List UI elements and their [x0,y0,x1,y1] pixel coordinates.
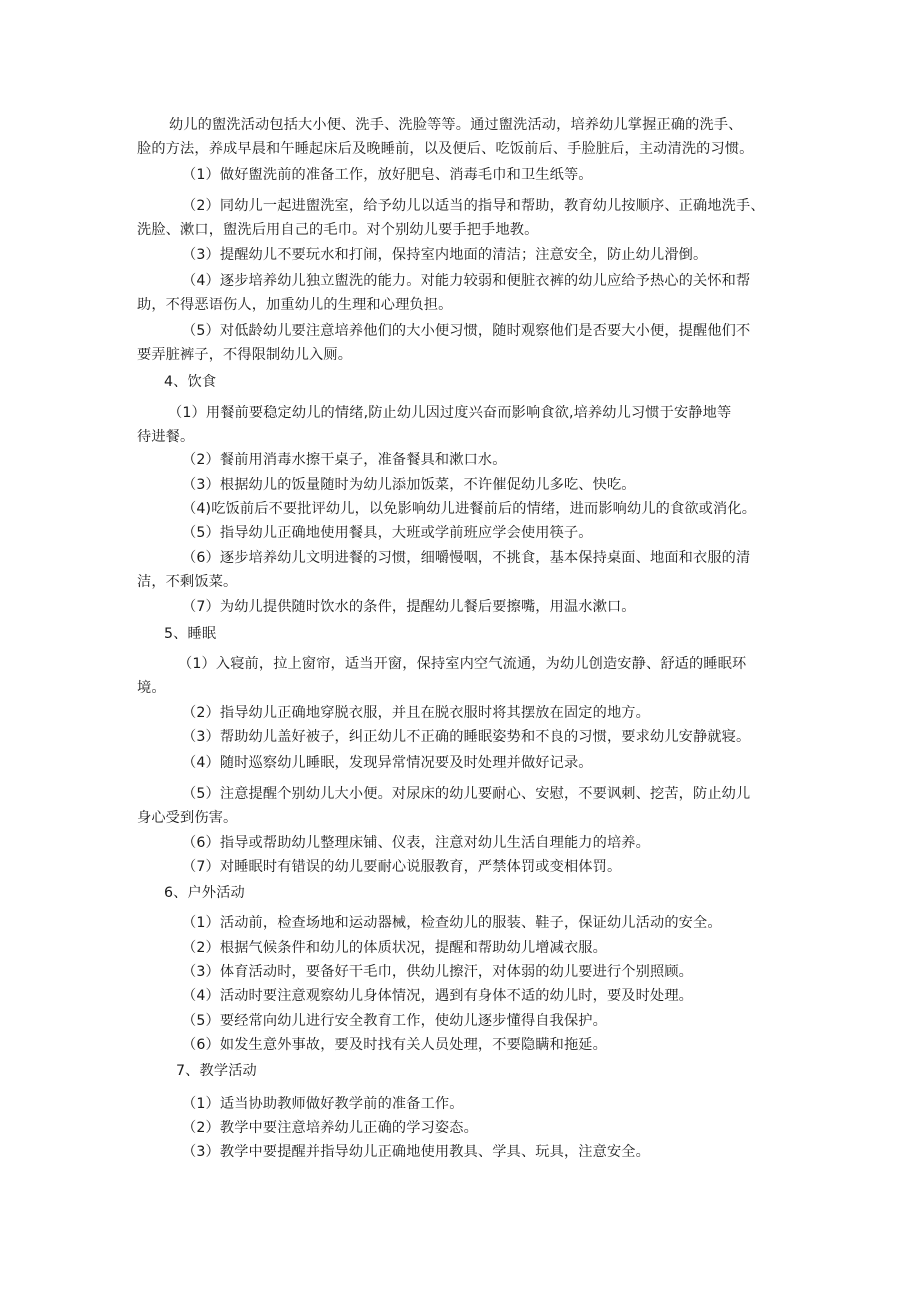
outdoor-item-3: （3）体育活动时，要备好干毛巾，供幼儿擦汗，对体弱的幼儿要进行个别照顾。 [182,964,693,980]
washing-item-4-line-1: （4）逐步培养幼儿独立盥洗的能力。对能力较弱和便脏衣裤的幼儿应给予热心的关怀和帮 [182,273,751,289]
teaching-item-1: （1）适当协助教师做好教学前的准备工作。 [182,1096,464,1112]
intro-line-1: 幼儿的盥洗活动包括大小便、洗手、洗脸等等。通过盥洗活动，培养幼儿掌握正确的洗手、 [169,117,743,133]
sleeping-item-1-line-2: 境。 [137,680,166,696]
washing-item-2-line-2: 洗脸、漱口，盥洗后用自己的毛巾。对个别幼儿要手把手地教。 [137,222,539,238]
teaching-item-2: （2）教学中要注意培养幼儿正确的学习姿态。 [182,1120,478,1136]
sleeping-item-7: （7）对睡眠时有错误的幼儿要耐心说服教育，严禁体罚或变相体罚。 [182,859,622,875]
sleeping-item-3: （3）帮助幼儿盖好被子，纠正幼儿不正确的睡眠姿势和不良的习惯，要求幼儿安静就寝。 [182,729,751,745]
sleeping-item-2: （2）指导幼儿正确地穿脱衣服，并且在脱衣服时将其摆放在固定的地方。 [182,705,650,721]
washing-item-5-line-2: 要弄脏裤子，不得限制幼儿入厕。 [137,347,353,363]
eating-item-1-line-2: 待进餐。 [137,429,195,445]
eating-item-3: （3）根据幼儿的饭量随时为幼儿添加饭菜，不许催促幼儿多吃、快吃。 [182,477,636,493]
sleeping-item-5-line-2: 身心受到伤害。 [137,810,238,826]
section-heading-outdoor: 6、户外活动 [164,885,245,901]
intro-line-2: 脸的方法，养成早晨和午睡起床后及晚睡前，以及便后、吃饭前后、手脸脏后，主动清洗的习惯。 [137,141,754,157]
outdoor-item-5: （5）要经常向幼儿进行安全教育工作，使幼儿逐步懂得自我保护。 [182,1013,607,1029]
sleeping-item-5-line-1: （5）注意提醒个别幼儿大小便。对尿床的幼儿要耐心、安慰，不要讽刺、挖苦，防止幼儿 [182,786,751,802]
washing-item-1: （1）做好盥洗前的准备工作，放好肥皂、消毒毛巾和卫生纸等。 [182,167,593,183]
eating-item-4: （4)吃饭前后不要批评幼儿，以免影响幼儿进餐前后的情绪，进而影响幼儿的食欲或消化。 [182,501,757,517]
eating-item-2: （2）餐前用消毒水擦干桌子，准备餐具和漱口水。 [182,452,507,468]
eating-item-6-line-1: （6）逐步培养幼儿文明进餐的习惯，细嚼慢咽，不挑食，基本保持桌面、地面和衣服的清 [182,550,751,566]
sleeping-item-4: （4）随时巡察幼儿睡眠，发现异常情况要及时处理并做好记录。 [182,755,593,771]
washing-item-5-line-1: （5）对低龄幼儿要注意培养他们的大小便习惯，随时观察他们是否要大小便，提醒他们不 [182,323,751,339]
outdoor-item-4: （4）活动时要注意观察幼儿身体情况，遇到有身体不适的幼儿时，要及时处理。 [182,988,693,1004]
eating-item-7: （7）为幼儿提供随时饮水的条件，提醒幼儿餐后要擦嘴，用温水漱口。 [182,599,636,615]
outdoor-item-2: （2）根据气候条件和幼儿的体质状况，提醒和帮助幼儿增减衣服。 [182,940,607,956]
washing-item-4-line-2: 助，不得恶语伤人，加重幼儿的生理和心理负担。 [137,297,453,313]
washing-item-2-line-1: （2）同幼儿一起进盥洗室，给予幼儿以适当的指导和帮助，教育幼儿按顺序、正确地洗手、 [182,198,765,214]
section-heading-teaching: 7、教学活动 [176,1063,257,1079]
outdoor-item-1: （1）活动前，检查场地和运动器械，检查幼儿的服装、鞋子，保证幼儿活动的安全。 [182,915,722,931]
washing-item-3: （3）提醒幼儿不要玩水和打闹，保持室内地面的清洁；注意安全，防止幼儿滑倒。 [182,247,708,263]
eating-item-5: （5）指导幼儿正确地使用餐具，大班或学前班应学会使用筷子。 [182,525,593,541]
sleeping-item-6: （6）指导或帮助幼儿整理床铺、仪表，注意对幼儿生活自理能力的培养。 [182,835,650,851]
outdoor-item-6: （6）如发生意外事故，要及时找有关人员处理，不要隐瞒和拖延。 [182,1037,607,1053]
section-heading-sleeping: 5、睡眠 [164,626,217,642]
eating-item-1-line-1: （1）用餐前要稳定幼儿的情绪,防止幼儿因过度兴奋而影响食欲,培养幼儿习惯于安静地等 [168,405,732,421]
eating-item-6-line-2: 洁，不剩饭菜。 [137,574,238,590]
sleeping-item-1-line-1: （1）入寝前，拉上窗帘，适当开窗，保持室内空气流通，为幼儿创造安静、舒适的睡眠环 [178,656,747,672]
teaching-item-3: （3）教学中要提醒并指导幼儿正确地使用教具、学具、玩具，注意安全。 [182,1144,650,1160]
section-heading-eating: 4、饮食 [164,374,217,390]
